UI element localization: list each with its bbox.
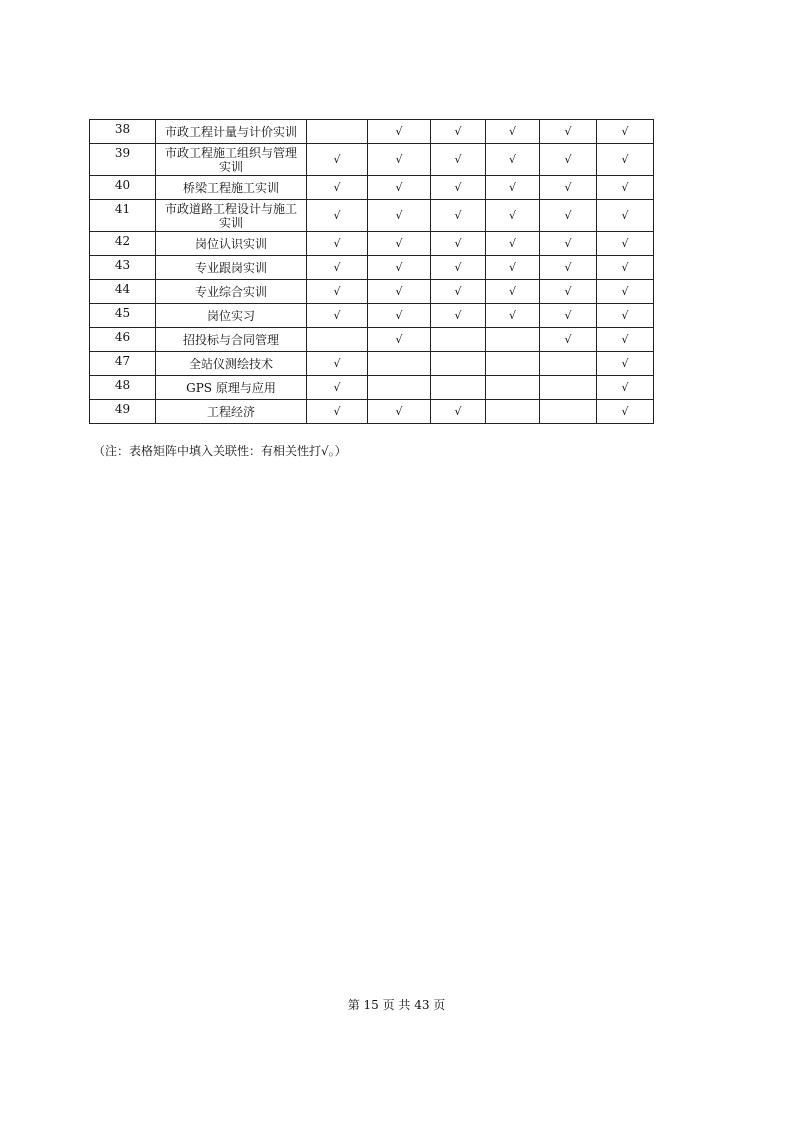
relevance-cell	[368, 328, 431, 352]
check-mark-icon: √	[333, 261, 341, 274]
check-mark-icon: √	[508, 209, 516, 222]
course-name: 全站仪测绘技术	[156, 352, 307, 376]
relevance-cell	[486, 400, 540, 424]
check-mark-icon: √	[395, 261, 403, 274]
check-mark-icon: √	[333, 209, 341, 222]
row-number: 48	[90, 376, 156, 400]
check-mark-icon: √	[333, 309, 341, 322]
check-mark-icon: √	[564, 237, 572, 250]
row-number: 46	[90, 328, 156, 352]
relevance-cell	[368, 200, 431, 232]
relevance-cell	[368, 304, 431, 328]
page-footer: 第 15 页 共 43 页	[347, 998, 446, 1012]
relevance-cell	[431, 400, 486, 424]
check-mark-icon: √	[564, 285, 572, 298]
relevance-cell	[307, 176, 368, 200]
course-name: 专业跟岗实训	[156, 256, 307, 280]
relevance-cell	[431, 352, 486, 376]
relevance-cell	[431, 304, 486, 328]
relevance-cell	[540, 304, 597, 328]
check-mark-icon: √	[508, 153, 516, 166]
check-mark-icon: √	[333, 237, 341, 250]
check-mark-icon: √	[454, 153, 462, 166]
matrix-body	[90, 120, 654, 424]
relevance-cell	[597, 232, 654, 256]
relevance-cell	[597, 376, 654, 400]
check-mark-icon: √	[395, 333, 403, 346]
table-row	[90, 400, 654, 424]
course-name: 市政工程计量与计价实训	[156, 120, 307, 144]
course-name: 专业综合实训	[156, 280, 307, 304]
row-number: 45	[90, 304, 156, 328]
relevance-cell	[307, 256, 368, 280]
relevance-cell	[368, 256, 431, 280]
check-mark-icon: √	[621, 333, 629, 346]
check-mark-icon: √	[621, 261, 629, 274]
relevance-cell	[486, 232, 540, 256]
course-name: 市政道路工程设计与施工实训	[156, 200, 307, 232]
relevance-cell	[431, 280, 486, 304]
check-mark-icon: √	[395, 405, 403, 418]
course-relevance-matrix	[89, 119, 654, 424]
relevance-cell	[597, 144, 654, 176]
relevance-cell	[486, 352, 540, 376]
relevance-cell	[597, 352, 654, 376]
check-mark-icon: √	[454, 209, 462, 222]
relevance-cell	[540, 328, 597, 352]
check-mark-icon: √	[454, 181, 462, 194]
relevance-cell	[431, 200, 486, 232]
check-mark-icon: √	[395, 153, 403, 166]
check-mark-icon: √	[508, 237, 516, 250]
check-mark-icon: √	[454, 237, 462, 250]
relevance-cell	[540, 400, 597, 424]
relevance-cell	[431, 328, 486, 352]
check-mark-icon: √	[564, 181, 572, 194]
check-mark-icon: √	[564, 125, 572, 138]
relevance-cell	[597, 328, 654, 352]
relevance-cell	[486, 176, 540, 200]
check-mark-icon: √	[621, 357, 629, 370]
row-number: 38	[90, 120, 156, 144]
check-mark-icon: √	[508, 285, 516, 298]
relevance-cell	[307, 304, 368, 328]
check-mark-icon: √	[395, 181, 403, 194]
course-name: 工程经济	[156, 400, 307, 424]
relevance-cell	[431, 120, 486, 144]
check-mark-icon: √	[333, 181, 341, 194]
relevance-cell	[307, 280, 368, 304]
check-mark-icon: √	[454, 261, 462, 274]
check-mark-icon: √	[454, 405, 462, 418]
relevance-cell	[431, 176, 486, 200]
relevance-cell	[307, 376, 368, 400]
check-mark-icon: √	[564, 309, 572, 322]
relevance-cell	[307, 400, 368, 424]
relevance-cell	[540, 232, 597, 256]
table-row	[90, 144, 654, 176]
relevance-cell	[597, 400, 654, 424]
table-row	[90, 352, 654, 376]
row-number: 43	[90, 256, 156, 280]
table-row	[90, 328, 654, 352]
table-row	[90, 200, 654, 232]
check-mark-icon: √	[454, 309, 462, 322]
row-number: 47	[90, 352, 156, 376]
check-mark-icon: √	[333, 381, 341, 394]
relevance-cell	[431, 232, 486, 256]
relevance-cell	[368, 232, 431, 256]
check-mark-icon: √	[564, 153, 572, 166]
check-mark-icon: √	[508, 125, 516, 138]
row-number: 44	[90, 280, 156, 304]
table-row	[90, 280, 654, 304]
relevance-cell	[368, 400, 431, 424]
check-mark-icon: √	[333, 357, 341, 370]
check-mark-icon: √	[395, 209, 403, 222]
relevance-cell	[307, 328, 368, 352]
relevance-cell	[486, 328, 540, 352]
check-mark-icon: √	[395, 285, 403, 298]
relevance-cell	[486, 200, 540, 232]
relevance-cell	[597, 304, 654, 328]
course-name: 岗位实习	[156, 304, 307, 328]
relevance-cell	[368, 144, 431, 176]
check-mark-icon: √	[333, 153, 341, 166]
check-mark-icon: √	[564, 209, 572, 222]
check-mark-icon: √	[508, 309, 516, 322]
relevance-cell	[307, 232, 368, 256]
relevance-cell	[540, 280, 597, 304]
table-note: （注：表格矩阵中填入关联性：有相关性打√。）	[93, 444, 347, 458]
relevance-cell	[540, 200, 597, 232]
row-number: 41	[90, 200, 156, 232]
relevance-cell	[368, 352, 431, 376]
relevance-cell	[431, 256, 486, 280]
relevance-cell	[540, 120, 597, 144]
course-name: GPS 原理与应用	[156, 376, 307, 400]
check-mark-icon: √	[333, 405, 341, 418]
relevance-cell	[486, 144, 540, 176]
relevance-cell	[540, 376, 597, 400]
check-mark-icon: √	[454, 285, 462, 298]
relevance-cell	[597, 176, 654, 200]
relevance-cell	[597, 256, 654, 280]
check-mark-icon: √	[621, 285, 629, 298]
course-name: 桥梁工程施工实训	[156, 176, 307, 200]
relevance-cell	[368, 176, 431, 200]
check-mark-icon: √	[621, 309, 629, 322]
row-number: 42	[90, 232, 156, 256]
relevance-cell	[307, 120, 368, 144]
relevance-cell	[307, 200, 368, 232]
relevance-cell	[486, 256, 540, 280]
relevance-cell	[597, 120, 654, 144]
course-name: 招投标与合同管理	[156, 328, 307, 352]
relevance-cell	[540, 352, 597, 376]
relevance-cell	[540, 176, 597, 200]
check-mark-icon: √	[621, 209, 629, 222]
check-mark-icon: √	[621, 153, 629, 166]
check-mark-icon: √	[454, 125, 462, 138]
row-number: 49	[90, 400, 156, 424]
relevance-cell	[540, 144, 597, 176]
check-mark-icon: √	[333, 285, 341, 298]
table-row	[90, 376, 654, 400]
relevance-cell	[431, 376, 486, 400]
relevance-cell	[486, 376, 540, 400]
relevance-cell	[368, 280, 431, 304]
relevance-cell	[486, 304, 540, 328]
check-mark-icon: √	[508, 261, 516, 274]
relevance-cell	[307, 144, 368, 176]
relevance-cell	[486, 120, 540, 144]
relevance-cell	[307, 352, 368, 376]
table-row	[90, 256, 654, 280]
table-row	[90, 304, 654, 328]
relevance-cell	[540, 256, 597, 280]
relevance-cell	[368, 376, 431, 400]
course-name: 市政工程施工组织与管理实训	[156, 144, 307, 176]
relevance-cell	[368, 120, 431, 144]
relevance-cell	[486, 280, 540, 304]
check-mark-icon: √	[621, 381, 629, 394]
row-number: 39	[90, 144, 156, 176]
check-mark-icon: √	[621, 405, 629, 418]
relevance-cell	[431, 144, 486, 176]
check-mark-icon: √	[621, 125, 629, 138]
check-mark-icon: √	[621, 181, 629, 194]
row-number: 40	[90, 176, 156, 200]
check-mark-icon: √	[508, 181, 516, 194]
check-mark-icon: √	[621, 237, 629, 250]
relevance-cell	[597, 280, 654, 304]
relevance-cell	[597, 200, 654, 232]
check-mark-icon: √	[395, 237, 403, 250]
course-name: 岗位认识实训	[156, 232, 307, 256]
check-mark-icon: √	[395, 125, 403, 138]
table-row	[90, 176, 654, 200]
table-row	[90, 120, 654, 144]
check-mark-icon: √	[564, 261, 572, 274]
check-mark-icon: √	[395, 309, 403, 322]
check-mark-icon: √	[564, 333, 572, 346]
table-row	[90, 232, 654, 256]
